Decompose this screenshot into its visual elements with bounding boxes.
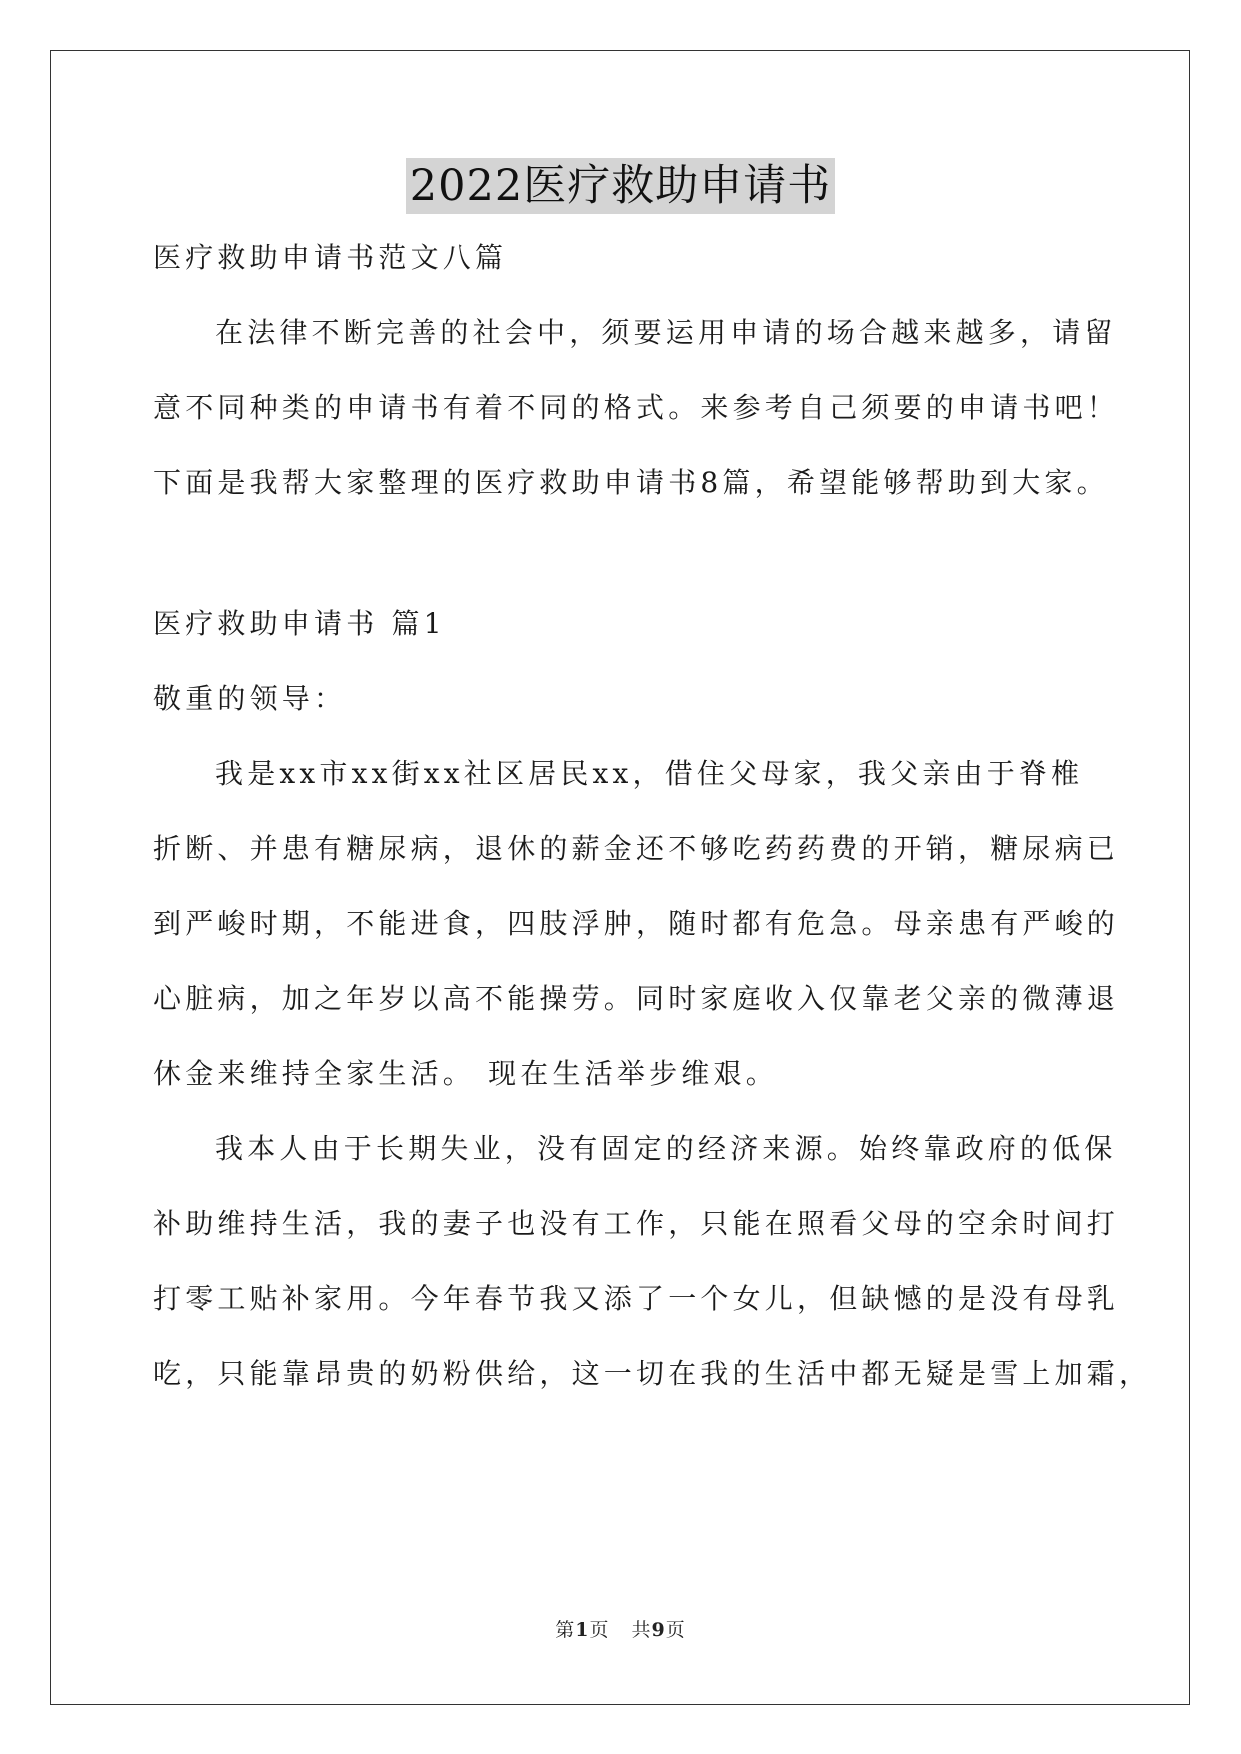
page-border <box>50 50 1190 1705</box>
intro-line: 意不同种类的申请书有着不同的格式。来参考自己须要的申请书吧！ <box>153 391 1120 424</box>
intro-line: 下面是我帮大家整理的医疗救助申请书8篇，希望能够帮助到大家。 <box>153 466 1109 499</box>
paragraph-line: 我本人由于长期失业，没有固定的经济来源。始终靠政府的低保 <box>215 1132 1117 1165</box>
paragraph-line: 休金来维持全家生活。 现在生活举步维艰。 <box>153 1057 778 1090</box>
total-suffix: 页 <box>665 1619 686 1641</box>
total-prefix: 共 <box>631 1619 652 1641</box>
paragraph-line: 折断、并患有糖尿病，退休的薪金还不够吃药药费的开销，糖尿病已 <box>153 832 1120 865</box>
section-heading: 医疗救助申请书 篇1 <box>153 607 446 640</box>
document-subtitle: 医疗救助申请书范文八篇 <box>153 241 508 274</box>
paragraph-line: 打零工贴补家用。今年春节我又添了一个女儿，但缺憾的是没有母乳 <box>153 1282 1120 1315</box>
title-container <box>0 158 1241 214</box>
intro-line: 在法律不断完善的社会中，须要运用申请的场合越来越多，请留 <box>215 316 1117 349</box>
page-current: 1 <box>575 1619 590 1641</box>
document-title: 2022医疗救助申请书 <box>406 158 835 214</box>
paragraph-line: 补助维持生活，我的妻子也没有工作，只能在照看父母的空余时间打 <box>153 1207 1120 1240</box>
paragraph-line: 到严峻时期，不能进食，四肢浮肿，随时都有危急。母亲患有严峻的 <box>153 907 1120 940</box>
page-prefix: 第 <box>555 1619 576 1641</box>
paragraph-line: 心脏病，加之年岁以高不能操劳。同时家庭收入仅靠老父亲的微薄退 <box>153 982 1120 1015</box>
page-suffix: 页 <box>589 1619 610 1641</box>
salutation: 敬重的领导： <box>153 682 347 715</box>
page-total: 9 <box>651 1619 666 1641</box>
page-footer <box>0 1617 1241 1643</box>
paragraph-line: 吃，只能靠昂贵的奶粉供给，这一切在我的生活中都无疑是雪上加霜， <box>153 1357 1152 1390</box>
paragraph-line: 我是xx市xx街xx社区居民xx，借住父母家，我父亲由于脊椎 <box>215 757 1084 790</box>
